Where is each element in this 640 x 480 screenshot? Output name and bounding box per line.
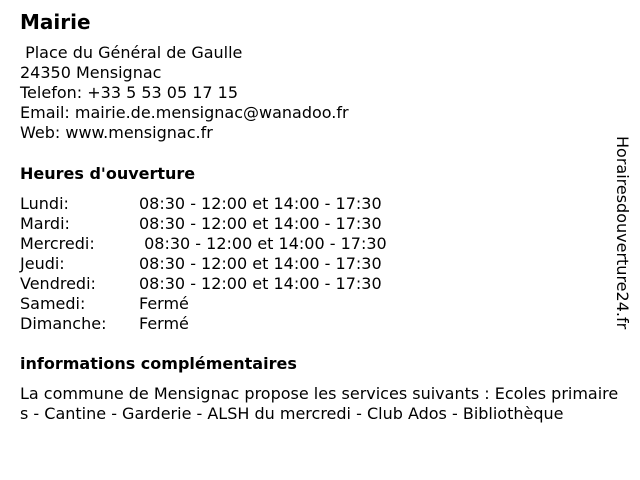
hours-time: 08:30 - 12:00 et 14:00 - 17:30 (139, 274, 382, 293)
hours-time: Fermé (139, 314, 189, 333)
hours-day: Dimanche: (20, 314, 107, 333)
address-block (20, 43, 349, 143)
hours-heading: Heures d'ouverture (20, 164, 196, 183)
hours-row-friday (20, 274, 440, 294)
address-city: 24350 Mensignac (20, 63, 162, 82)
hours-time: 08:30 - 12:00 et 14:00 - 17:30 (139, 194, 382, 213)
hours-day: Samedi: (20, 294, 86, 313)
hours-day: Vendredi: (20, 274, 96, 293)
hours-row-sunday (20, 314, 440, 334)
hours-time: Fermé (139, 294, 189, 313)
hours-row-saturday (20, 294, 440, 314)
info-heading: informations complémentaires (20, 354, 297, 373)
hours-row-monday (20, 194, 440, 214)
hours-row-tuesday (20, 214, 440, 234)
hours-time: 08:30 - 12:00 et 14:00 - 17:30 (139, 234, 387, 253)
brand-watermark: Horairesdouverture24.fr (613, 136, 632, 330)
hours-day: Jeudi: (20, 254, 65, 273)
hours-day: Mardi: (20, 214, 70, 233)
address-email: Email: mairie.de.mensignac@wanadoo.fr (20, 103, 349, 122)
hours-time: 08:30 - 12:00 et 14:00 - 17:30 (139, 254, 382, 273)
hours-row-wednesday (20, 234, 440, 254)
address-phone: Telefon: +33 5 53 05 17 15 (20, 83, 239, 102)
hours-row-thursday (20, 254, 440, 274)
address-web: Web: www.mensignac.fr (20, 123, 213, 142)
hours-time: 08:30 - 12:00 et 14:00 - 17:30 (139, 214, 382, 233)
info-text: La commune de Mensignac propose les services suivants : Ecoles primaires - Cantine - Garderie - ALSH du mercredi - Club Ados - Bibliothèque (20, 384, 619, 423)
address-street: Place du Général de Gaulle (20, 43, 243, 62)
hours-day: Lundi: (20, 194, 69, 213)
hours-day: Mercredi: (20, 234, 95, 253)
page-title: Mairie (20, 10, 91, 34)
hours-table (20, 194, 440, 334)
